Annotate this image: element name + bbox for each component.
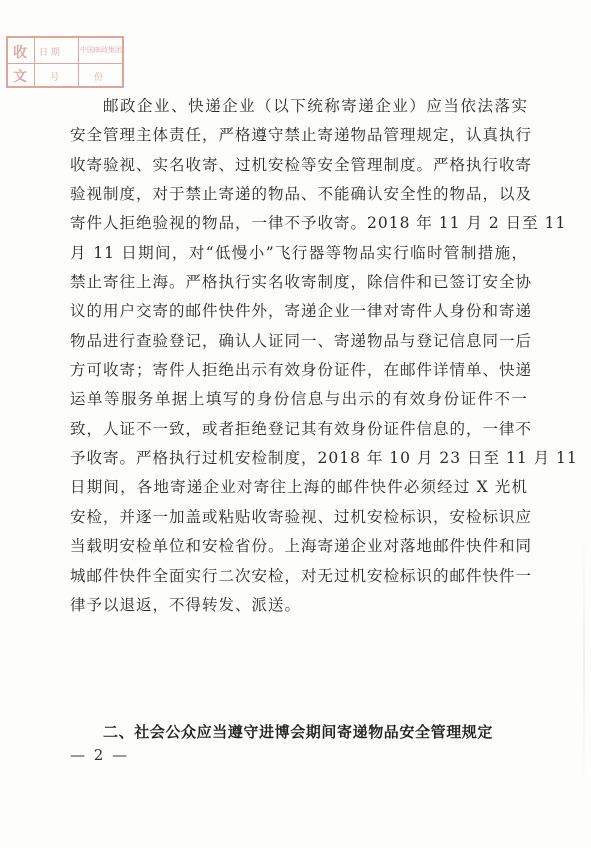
paragraph-line: 禁止寄往上海。严格执行实名收寄制度，除信件和已签订安全协 [70,273,533,292]
stamp-cell-text: 中国邮政集团 [80,46,122,54]
paragraph-line: 物品进行查验登记，确认人证同一、寄递物品与登记信息同一后 [70,331,533,350]
receipt-stamp [6,36,124,88]
paragraph-line: 收寄验视、实名收寄、过机安检等安全管理制度。严格执行收寄 [70,155,533,174]
stamp-cell-text: 日 期 [39,48,60,58]
stamp-row [8,38,122,64]
paragraph-line: 予收寄。严格执行过机安检制度，2018 年 10 月 23 日至 11 月 11 [70,449,578,468]
paragraph-line: 月 11 日期间，对“低慢小”飞行器等物品实行临时管制措施， [70,243,528,262]
paragraph-line: 运单等服务单据上填写的身份信息与出示的有效身份证件不一 [70,390,528,409]
paragraph-line: 邮政企业、快递企业（以下统称寄递企业）应当依法落实 [103,97,528,115]
paragraph-line: 律予以退返，不得转发、派送。 [70,595,302,614]
page-number: — 2 — [70,746,130,764]
stamp-char: 收 [13,45,27,61]
stamp-char: 文 [13,69,27,85]
paragraph-line: 议的用户交寄的邮件快件外，寄递企业一律对寄件人身份和寄递 [70,302,533,321]
paragraph-line: 当载明安检单位和安检省份。上海寄递企业对落地邮件快件和同 [70,537,533,556]
stamp-cell-text: 号 [50,73,60,83]
stamp-cell-text: 份 [94,73,104,83]
paragraph-line: 验视制度，对于禁止寄递的物品、不能确认安全性的物品，以及 [70,185,533,204]
stamp-row [8,63,122,88]
body-paragraph [70,92,578,620]
section-heading: 二、社会公众应当遵守进博会期间寄递物品安全管理规定 [103,723,494,741]
paragraph-line: 寄件人拒绝验视的物品，一律不予收寄。2018 年 11 月 2 日至 11 [70,214,567,233]
paragraph-line: 城邮件快件全面实行二次安检，对无过机安检标识的邮件快件一 [70,566,533,585]
paragraph-line: 安全管理主体责任，严格遵守禁止寄递物品管理规定，认真执行 [70,126,533,145]
scan-edge-shadow [583,510,585,810]
paragraph-line: 日期间，各地寄递企业对寄往上海的邮件快件必须经过 X 光机 [70,478,528,497]
paragraph-line: 致，人证不一致，或者拒绝登记其有效身份证件信息的，一律不 [70,419,533,438]
paragraph-line: 方可收寄；寄件人拒绝出示有效身份证件，在邮件详情单、快递 [70,361,533,380]
paragraph-line: 安检，并逐一加盖或粘贴收寄验视、过机安检标识，安检标识应 [70,507,533,526]
